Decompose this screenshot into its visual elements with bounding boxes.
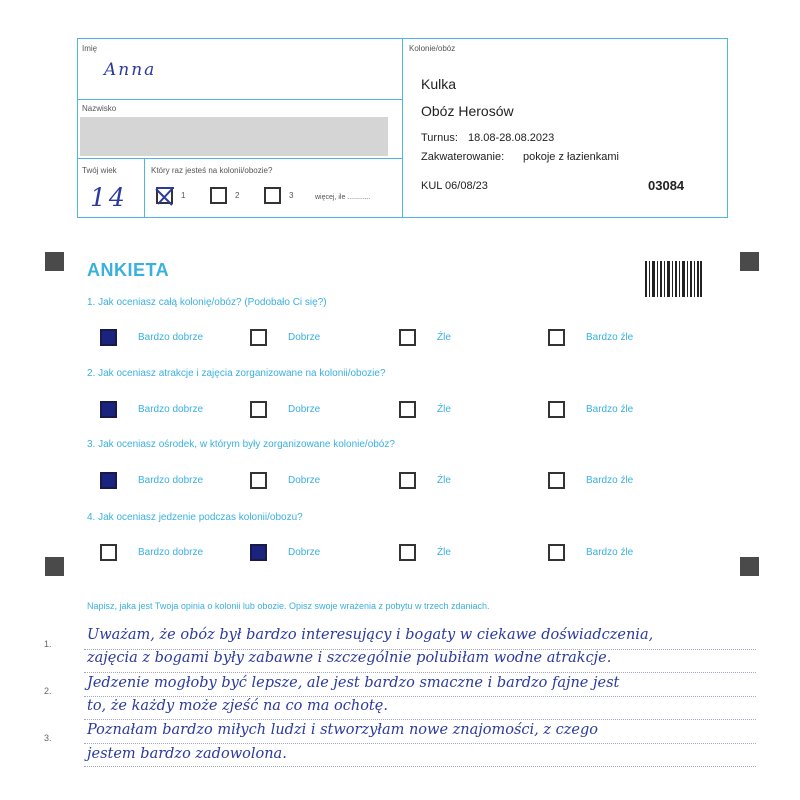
q4-option-bardzo-dobrze-checkbox[interactable] (100, 544, 117, 561)
registration-mark-top-left (45, 252, 64, 271)
q1-option-bardzo-zle-checkbox[interactable] (548, 329, 565, 346)
turnus-value: 18.08-28.08.2023 (468, 132, 555, 144)
q2-option-bardzo-zle-label: Bardzo źle (586, 404, 634, 415)
q4-option-dobrze-checkbox[interactable] (250, 544, 267, 561)
q3-option-bardzo-zle-label: Bardzo źle (586, 475, 634, 486)
q1-option-dobrze-label: Dobrze (288, 332, 321, 343)
q1-option-zle-checkbox[interactable] (399, 329, 416, 346)
name-label: Imię (82, 44, 98, 53)
times-option-3: 3 (289, 191, 294, 200)
barcode-icon (645, 261, 702, 297)
q2-option-bardzo-dobrze-label: Bardzo dobrze (138, 404, 204, 415)
q2-option-dobrze-checkbox[interactable] (250, 401, 267, 418)
opinion-number-3: 3. (44, 733, 52, 743)
q4-option-bardzo-dobrze-label: Bardzo dobrze (138, 547, 204, 558)
q3-option-dobrze-checkbox[interactable] (250, 472, 267, 489)
q2-option-zle-checkbox[interactable] (399, 401, 416, 418)
q1-option-dobrze-checkbox[interactable] (250, 329, 267, 346)
opinion-dotted-line (84, 719, 756, 720)
times-checkbox-3[interactable] (264, 187, 281, 204)
registration-mark-top-right (740, 252, 759, 271)
header-divider-age (144, 158, 145, 218)
q3-option-bardzo-dobrze-label: Bardzo dobrze (138, 475, 204, 486)
age-label: Twój wiek (82, 166, 117, 175)
question-1-text: 1. Jak oceniasz całą kolonię/obóz? (Podobało Ci się?) (87, 297, 327, 308)
survey-title: ANKIETA (87, 260, 170, 280)
opinion-line-3[interactable]: Jedzenie mogłoby być lepsze, ale jest bardzo smaczne i bardzo fajne jest (87, 675, 620, 691)
q3-option-zle-checkbox[interactable] (399, 472, 416, 489)
question-2-text: 2. Jak oceniasz atrakcje i zajęcia zorganizowane na kolonii/obozie? (87, 368, 386, 379)
surname-label: Nazwisko (82, 104, 117, 113)
times-option-more: więcej, ile ............ (315, 194, 371, 201)
opinion-line-1[interactable]: Uważam, że obóz był bardzo interesujący i bogaty w ciekawe doświadczenia, (87, 627, 654, 643)
times-checkmark-icon (152, 183, 178, 209)
turnus-label: Turnus: (421, 132, 458, 144)
q4-option-dobrze-label: Dobrze (288, 547, 321, 558)
q1-option-zle-label: Źle (437, 332, 451, 343)
camp-label: Kolonie/obóz (409, 44, 456, 53)
q3-option-dobrze-label: Dobrze (288, 475, 321, 486)
age-value[interactable]: 14 (90, 183, 128, 212)
q4-option-bardzo-zle-checkbox[interactable] (548, 544, 565, 561)
registration-mark-bottom-left (45, 557, 64, 576)
q3-option-zle-label: Źle (437, 475, 451, 486)
q3-option-bardzo-zle-checkbox[interactable] (548, 472, 565, 489)
times-label: Który raz jesteś na kolonii/obozie? (151, 166, 273, 175)
opinion-prompt: Napisz, jaka jest Twoja opinia o kolonii lub obozie. Opisz swoje wrażenia z pobytu w trzech zdaniach. (87, 601, 490, 611)
times-checkbox-2[interactable] (210, 187, 227, 204)
question-4-text: 4. Jak oceniasz jedzenie podczas kolonii/obozu? (87, 512, 303, 523)
opinion-dotted-line (84, 743, 756, 744)
q2-option-dobrze-label: Dobrze (288, 404, 321, 415)
times-option-2: 2 (235, 191, 240, 200)
q2-option-bardzo-dobrze-checkbox[interactable] (100, 401, 117, 418)
header-divider-surname (77, 158, 403, 159)
accommodation-value: pokoje z łazienkami (523, 151, 619, 163)
camp-name-2: Obóz Herosów (421, 103, 514, 119)
opinion-line-6[interactable]: jestem bardzo zadowolona. (87, 746, 287, 762)
opinion-dotted-line (84, 672, 756, 673)
q4-option-zle-checkbox[interactable] (399, 544, 416, 561)
header-divider-vertical (402, 38, 403, 218)
opinion-line-2[interactable]: zajęcia z bogami były zabawne i szczególnie polubiłam wodne atrakcje. (87, 650, 612, 666)
registration-mark-bottom-right (740, 557, 759, 576)
q1-option-bardzo-dobrze-label: Bardzo dobrze (138, 332, 204, 343)
surname-redaction (80, 117, 388, 156)
camp-name-1: Kulka (421, 76, 457, 92)
q3-option-bardzo-dobrze-checkbox[interactable] (100, 472, 117, 489)
accommodation-label: Zakwaterowanie: (421, 151, 505, 163)
header-divider-name (77, 99, 403, 100)
opinion-number-2: 2. (44, 686, 52, 696)
q2-option-zle-label: Źle (437, 404, 451, 415)
opinion-number-1: 1. (44, 639, 52, 649)
q4-option-bardzo-zle-label: Bardzo źle (586, 547, 634, 558)
opinion-dotted-line (84, 696, 756, 697)
times-option-1: 1 (181, 191, 186, 200)
form-number: 03084 (648, 178, 685, 193)
q1-option-bardzo-dobrze-checkbox[interactable] (100, 329, 117, 346)
name-value[interactable]: Anna (104, 60, 157, 80)
camp-code: KUL 06/08/23 (421, 180, 488, 192)
q2-option-bardzo-zle-checkbox[interactable] (548, 401, 565, 418)
opinion-line-4[interactable]: to, że każdy może zjeść na co ma ochotę. (87, 698, 388, 714)
opinion-dotted-line (84, 766, 756, 767)
q1-option-bardzo-zle-label: Bardzo źle (586, 332, 634, 343)
opinion-line-5[interactable]: Poznałam bardzo miłych ludzi i stworzyłam nowe znajomości, z czego (87, 722, 598, 738)
question-3-text: 3. Jak oceniasz ośrodek, w którym były zorganizowane kolonie/obóz? (87, 439, 395, 450)
q4-option-zle-label: Źle (437, 547, 451, 558)
